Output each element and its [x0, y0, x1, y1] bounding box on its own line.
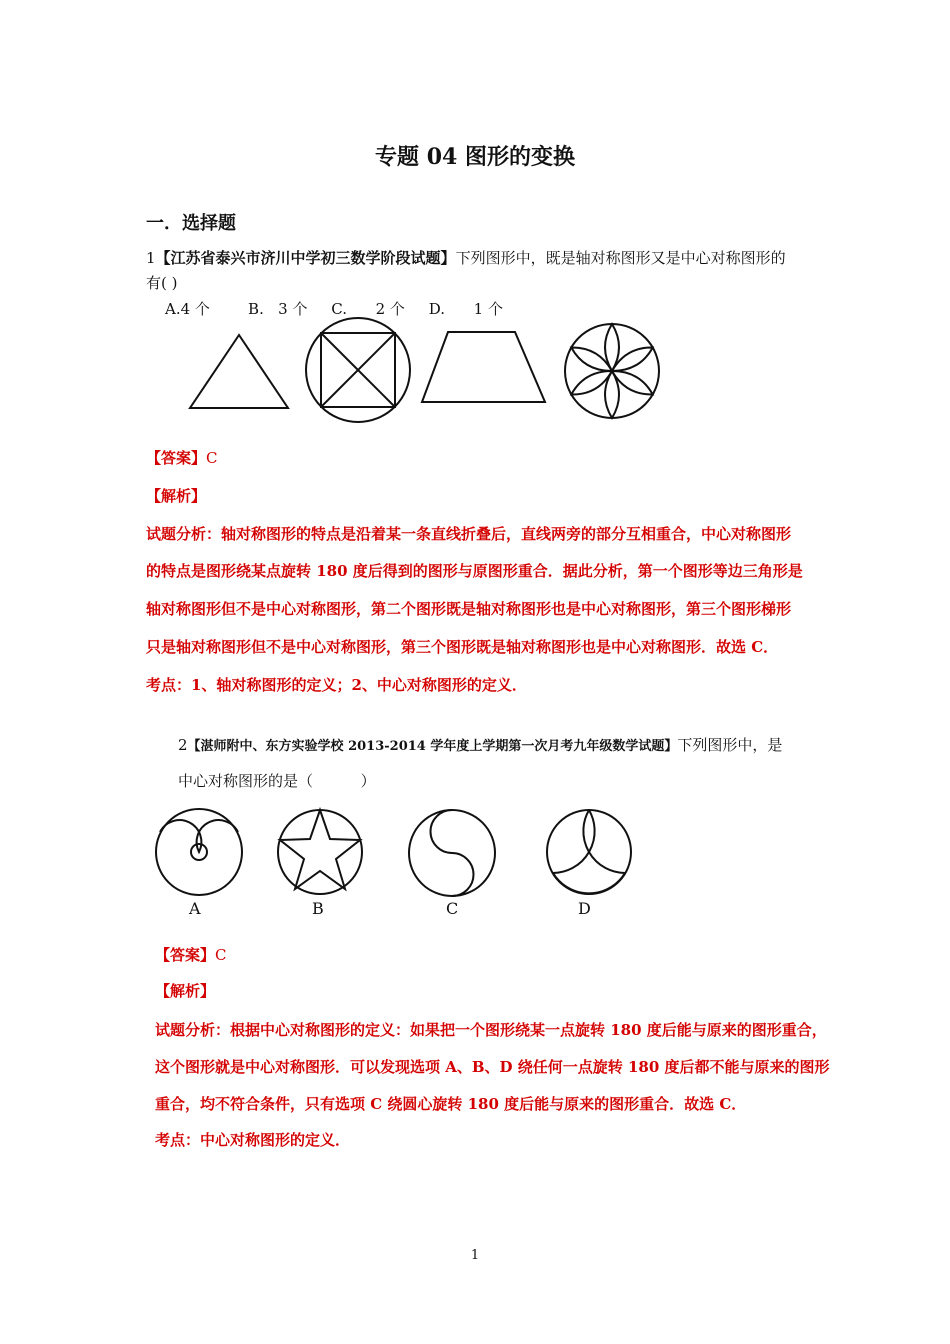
q2-answer [155, 944, 227, 965]
q1-answer [146, 447, 218, 468]
trapezoid-figure [422, 332, 545, 402]
q2-analysis-line-2: 这个图形就是中心对称图形．可以发现选项 A、B、D 绕任何一点旋转 180 度后都不能与原来的图形 [155, 1058, 830, 1076]
circle-square-figure [306, 318, 410, 422]
q2-analysis-line-3: 重合，均不符合条件，只有选项 C 绕圆心旋转 180 度后能与原来的图形重合．故选 C． [155, 1095, 747, 1113]
q1-analysis-line-3: 轴对称图形但不是中心对称图形，第二个图形既是轴对称图形也是中心对称图形，第三个图形梯形 [146, 600, 792, 618]
figure-c [409, 810, 495, 896]
section-heading: 一．选择题 [146, 213, 236, 234]
q1-source: 【江苏省泰兴市济川中学初三数学阶段试题】 [155, 249, 456, 267]
q2-stem-line1: 下列图形中，是 [677, 736, 783, 754]
label-a: A [189, 899, 201, 918]
figure-d [547, 810, 631, 894]
q2-answer-label: 【答案】 [155, 946, 216, 964]
q2-stem [178, 733, 782, 759]
flower-figure [565, 324, 659, 418]
q1-analysis-label: 【解析】 [146, 487, 207, 505]
q2-analysis-line-1: 试题分析：根据中心对称图形的定义：如果把一个图形绕某一点旋转 180 度后能与原来的图形重合， [155, 1021, 827, 1039]
q2-source: 【湛师附中、东方实验学校 2013-2014 学年度上学期第一次月考九年级数学试题】 [187, 739, 678, 754]
triangle-figure [190, 335, 288, 408]
label-c: C [446, 899, 459, 918]
figure-a [156, 809, 242, 895]
q1-analysis-line-1: 试题分析：轴对称图形的特点是沿着某一条直线折叠后，直线两旁的部分互相重合，中心对称图形 [146, 525, 792, 543]
q2-number: 2 [178, 736, 188, 754]
q2-kaodian: 考点：中心对称图形的定义． [155, 1131, 351, 1149]
q1-kaodian: 考点：1、轴对称图形的定义；2、中心对称图形的定义． [146, 676, 527, 694]
q1-stem-line1: 下列图形中，既是轴对称图形又是中心对称图形的 [455, 249, 786, 267]
q1-analysis-line-4: 只是轴对称图形但不是中心对称图形，第三个图形既是轴对称图形也是中心对称图形．故选 C． [146, 638, 779, 656]
q2-answer-value: C [215, 946, 227, 964]
label-d: D [578, 899, 591, 918]
q2-analysis-label: 【解析】 [155, 982, 216, 1000]
q1-analysis-line-2: 的特点是图形绕某点旋转 180 度后得到的图形与原图形重合．据此分析，第一个图形等边三角形是 [146, 562, 803, 580]
q1-answer-label: 【答案】 [146, 449, 207, 467]
q1-answer-value: C [206, 449, 218, 467]
q1-stem-line2: 有( ) [146, 274, 178, 292]
q1-options: A.4 个 B. 3 个 C. 2 个 D. 1 个 [165, 300, 503, 318]
page-title: 专题 04 图形的变换 [375, 144, 575, 170]
figure-b [278, 810, 362, 894]
q2-stem-line2: 中心对称图形的是（ ） [178, 772, 376, 790]
page-number: 1 [470, 1248, 480, 1263]
q1-number: 1 [146, 249, 156, 267]
label-b: B [312, 899, 324, 918]
